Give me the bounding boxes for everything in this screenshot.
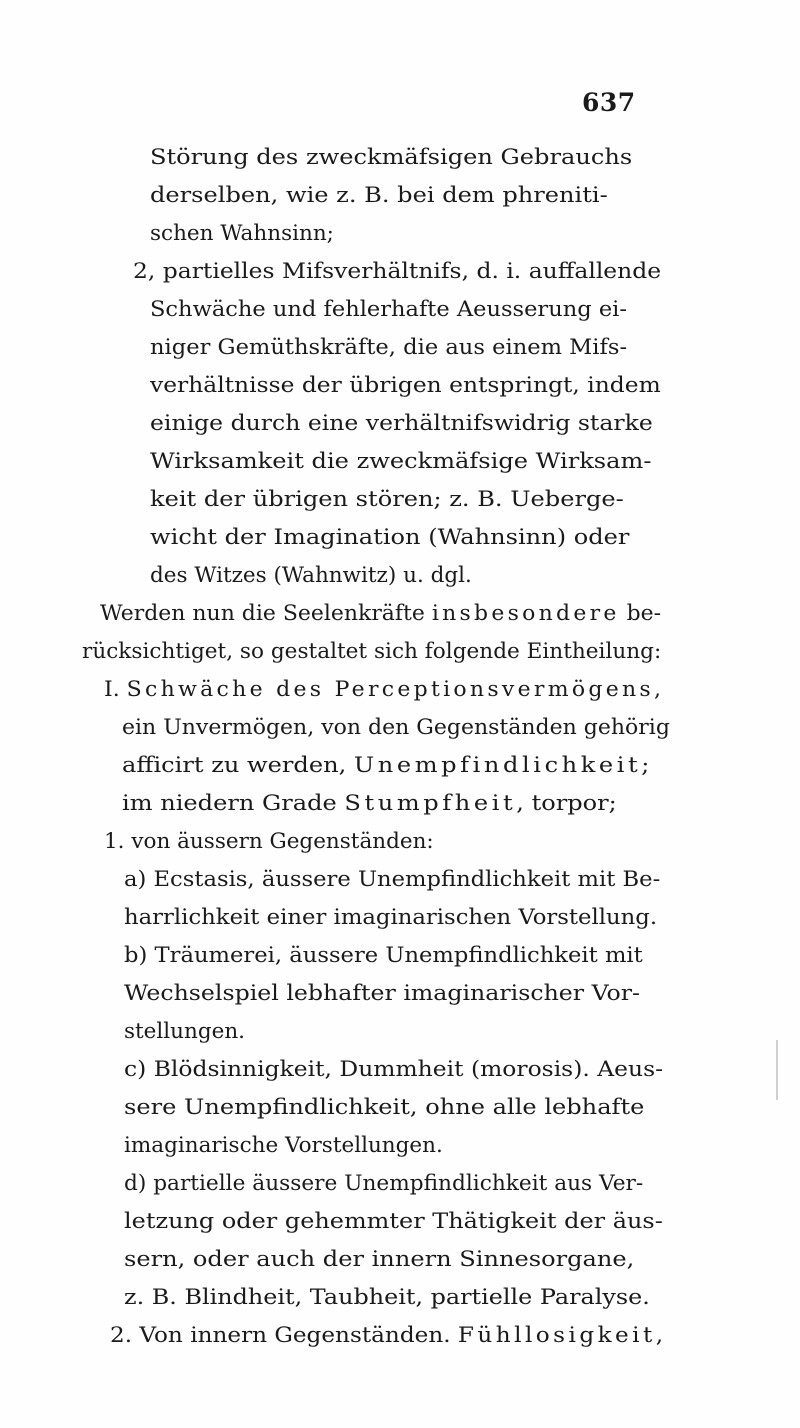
margin-mark xyxy=(776,1040,778,1100)
text-span: ein Unvermögen, von den Gegenständen gehörig xyxy=(122,715,670,740)
text-line xyxy=(124,1014,245,1050)
text-line xyxy=(124,1242,634,1278)
text-span: , xyxy=(654,677,662,702)
text-line xyxy=(110,1318,663,1354)
page-number: 637 xyxy=(582,88,636,117)
text-span: im niedern Grade xyxy=(122,791,345,816)
text-line xyxy=(124,1090,644,1126)
text-line xyxy=(124,976,640,1012)
text-line xyxy=(150,292,627,328)
text-line xyxy=(100,596,661,632)
text-span: Wirksamkeit die zweckmäfsige Wirksam- xyxy=(150,449,652,474)
text-span: harrlichkeit einer imaginarischen Vorstellung. xyxy=(124,905,658,930)
text-span: 2. Von innern Gegenständen. xyxy=(110,1323,458,1348)
text-span: verhältnisse der übrigen entspringt, indem xyxy=(150,373,661,398)
text-line xyxy=(104,824,434,860)
text-span: letzung oder gehemmter Thätigkeit der äus- xyxy=(124,1209,663,1234)
text-span: , xyxy=(655,1323,664,1348)
text-span: b) Träumerei, äussere Unempfindlichkeit mit xyxy=(124,943,643,968)
text-line xyxy=(133,254,661,290)
text-span: keit der übrigen stören; z. B. Ueberge- xyxy=(150,487,624,512)
text-span: z. B. Blindheit, Taubheit, partielle Paralyse. xyxy=(124,1285,650,1310)
text-span: imaginarische Vorstellungen. xyxy=(124,1133,443,1158)
text-line xyxy=(124,862,660,898)
text-line xyxy=(104,672,661,708)
text-span: d) partielle äussere Unempfindlichkeit aus Ver- xyxy=(124,1171,644,1196)
text-span: Wechselspiel lebhafter imaginarischer Vor- xyxy=(124,981,640,1006)
text-span: derselben, wie z. B. bei dem phreniti- xyxy=(150,183,608,208)
text-span: einige durch eine verhältnifswidrig starke xyxy=(150,411,653,436)
text-span: Störung des zweckmäfsigen Gebrauchs xyxy=(150,145,633,170)
text-line xyxy=(150,482,624,518)
emphasized-text: Unempfindlichkeit xyxy=(353,753,642,778)
text-line xyxy=(150,558,472,594)
text-line xyxy=(124,900,657,936)
text-span: be- xyxy=(619,601,662,626)
text-line xyxy=(124,1166,643,1202)
text-line xyxy=(122,748,649,784)
text-span: ; xyxy=(641,753,650,778)
text-line xyxy=(150,330,627,366)
emphasized-text: Fühllosigkeit xyxy=(457,1323,656,1348)
text-span: stellungen. xyxy=(124,1019,246,1044)
text-span: Werden nun die Seelenkräfte xyxy=(100,601,432,626)
text-span: schen Wahnsinn; xyxy=(150,221,334,246)
text-line xyxy=(122,786,617,822)
text-line xyxy=(150,140,632,176)
text-span: 1. von äussern Gegenständen: xyxy=(104,829,434,854)
text-span: 2, partielles Mifsverhältnifs, d. i. auffallende xyxy=(133,259,662,284)
text-line xyxy=(150,178,608,214)
text-span: des Witzes (Wahnwitz) u. dgl. xyxy=(150,563,472,588)
text-span: rücksichtiget, so gestaltet sich folgende Eintheilung: xyxy=(82,639,662,664)
emphasized-text: Schwäche des Perceptionsvermögens xyxy=(126,677,655,702)
text-line xyxy=(150,216,334,252)
text-line xyxy=(150,406,653,442)
text-line xyxy=(124,1204,663,1240)
text-line xyxy=(150,368,661,404)
emphasized-text: insbesondere xyxy=(431,601,620,626)
text-span: sere Unempfindlichkeit, ohne alle lebhafte xyxy=(124,1095,645,1120)
text-line xyxy=(124,1128,443,1164)
text-span: c) Blödsinnigkeit, Dummheit (morosis). Aeus- xyxy=(124,1057,664,1082)
text-span: a) Ecstasis, äussere Unempfindlichkeit mit Be- xyxy=(124,867,661,892)
text-line xyxy=(124,1280,650,1316)
text-line xyxy=(122,710,670,746)
text-line xyxy=(150,444,651,480)
text-span: I. xyxy=(104,677,127,702)
text-line xyxy=(124,938,643,974)
text-span: niger Gemüthskräfte, die aus einem Mifs- xyxy=(150,335,628,360)
text-line xyxy=(150,520,629,556)
text-line xyxy=(82,634,661,670)
text-line xyxy=(124,1052,663,1088)
text-span: sern, oder auch der innern Sinnesorgane, xyxy=(124,1247,635,1272)
text-span: afficirt zu werden, xyxy=(122,753,354,778)
text-span: Schwäche und fehlerhafte Aeusserung ei- xyxy=(150,297,627,322)
text-span: , torpor; xyxy=(516,791,617,816)
emphasized-text: Stumpfheit xyxy=(344,791,517,816)
text-span: wicht der Imagination (Wahnsinn) oder xyxy=(150,525,630,550)
